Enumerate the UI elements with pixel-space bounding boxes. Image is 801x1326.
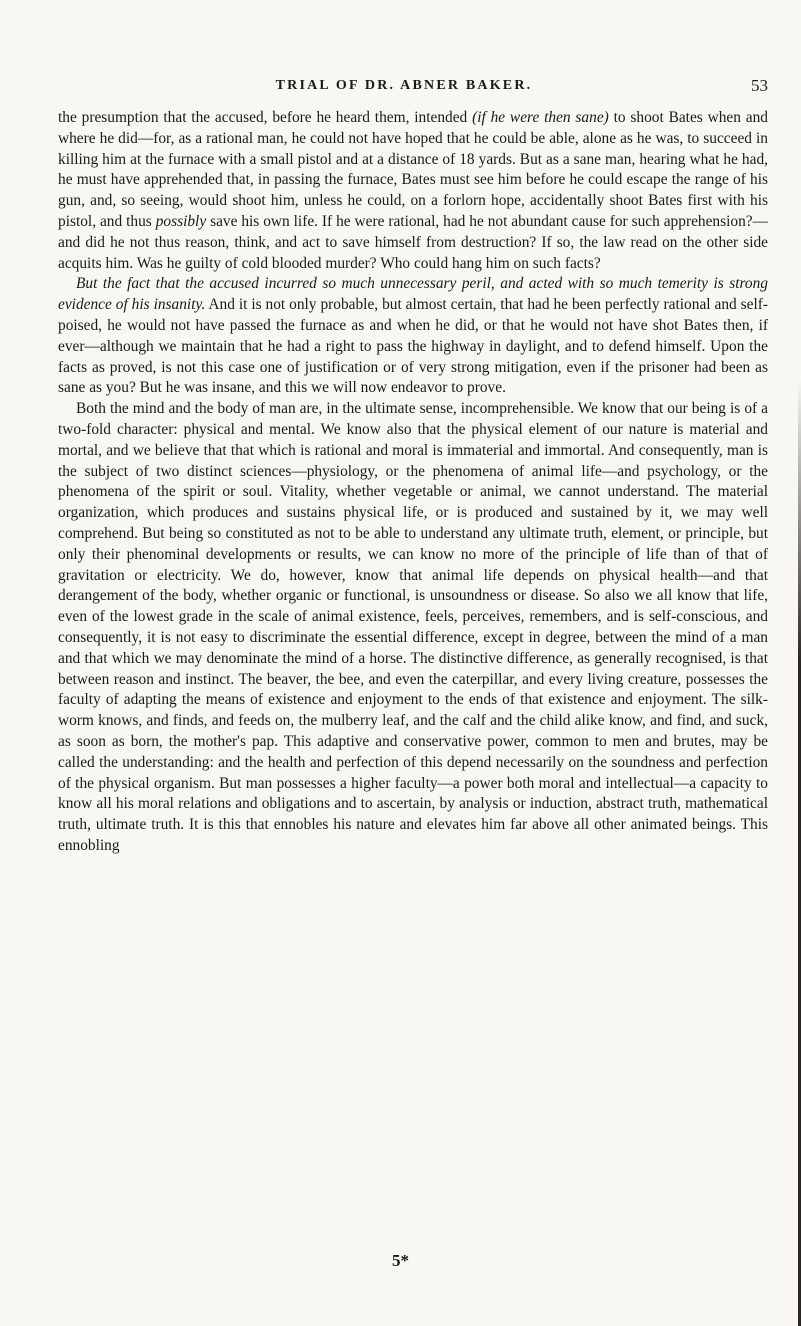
- running-head: [40, 76, 768, 98]
- running-head-title: TRIAL OF DR. ABNER BAKER.: [275, 78, 533, 93]
- paragraph: [58, 108, 768, 274]
- italic-run: But the fact that the accused incurred so much unnecessary peril, and acted with so much temerity is strong evidence of his insanity.: [58, 275, 768, 314]
- text-run: save his own life. If he were rational, had he not abundant cause for such apprehension?—and did he not thus reason, think, and act to save himself from destruction? If so, the law read on the other side acquits him. Was he guilty of cold blooded murder? Who could hang him on such facts?: [58, 212, 768, 272]
- text-run: Both the mind and the body of man are, in the ultimate sense, incomprehensible. We know that our being is of a two-fold character: physical and mental. We know also that the physical element of our nature is material and mortal, and we believe that that which is rational and moral is immaterial and immortal. And consequently, man is the subject of two distinct sciences—physiology, or the phenomena of animal life—and psychology, or the phenomena of the spirit or soul. Vitality, whether vegetable or animal, we cannot understand. The material organization, which produces and sustains physical life, or is produced and sustained by it, we may well comprehend. But being so constituted as not to be able to understand any ultimate truth, element, or principle, but only their phenominal developments or results, we can know no more of the principle of life than of that of gravitation or electricity. We do, however, know that animal life depends on physical health—and that derangement of the body, whether organic or functional, is unsoundness or disease. So also we all know that life, even of the lowest grade in the scale of animal existence, feels, perceives, remembers, and is self-conscious, and consequently, it is not easy to discriminate the essential difference, except in degree, between the mind of a man and that which we may denominate the mind of a horse. The distinctive difference, as generally recognised, is that between reason and instinct. The beaver, the bee, and even the caterpillar, and every living creature, possesses the faculty of adapting the means of existence and enjoyment to the ends of that existence and enjoyment. The silk-worm knows, and finds, and feeds on, the mulberry leaf, and the calf and the child alike know, and find, and suck, as soon as born, the mother's pap. This adaptive and conservative power, common to men and brutes, may be called the understanding: and the health and perfection of this depend necessarily on the soundness and perfection of the physical organism. But man possesses a higher faculty—a power both moral and intellectual—a capacity to know all his moral relations and obligations and to ascertain, by analysis or induction, abstract truth, mathematical truth, ultimate truth. It is this that ennobles his nature and elevates him far above all other animated beings. This ennobling: [58, 400, 768, 854]
- text-run: to shoot Bates when and where he did—for, as a rational man, he could not have hoped that he could be able, alone as he was, to succeed in killing him at the furnace with a small pistol and at a distance of 18 yards. But as a sane man, hearing what he had, he must have apprehended that, in passing the furnace, Bates must see him before he could escape the range of his gun, and, so seeing, would shoot him, unless he could, on a forlorn hope, accidentally shoot Bates first with his pistol, and thus: [58, 109, 768, 230]
- text-run: the presumption that the accused, before he heard them, intended: [58, 109, 473, 126]
- signature-mark: 5*: [392, 1251, 409, 1270]
- body-text: [58, 108, 768, 857]
- italic-run: (if he were then sane): [472, 109, 609, 126]
- paragraph: [58, 274, 768, 399]
- italic-run: possibly: [155, 212, 207, 230]
- page-number: 53: [751, 76, 768, 95]
- text-run: And it is not only probable, but almost certain, that had he been perfectly rational and self-poised, he would not have passed the furnace as and when he did, or that he would not have shot Bates then, if ever—although we maintain that he had a right to pass the highway in daylight, and to defend himself. Upon the facts as proved, is not this case one of justification or of very strong mitigation, even if the prisoner had been as sane as you? But he was insane, and this we will now endeavor to prove.: [58, 296, 769, 397]
- paragraph: [58, 399, 768, 857]
